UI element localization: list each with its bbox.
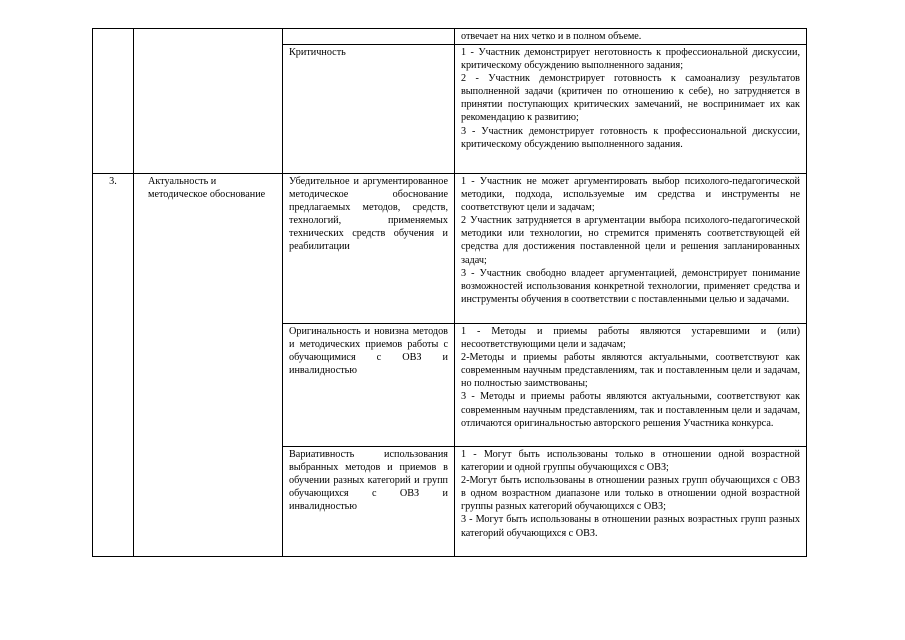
level-text: 3 - Участник демонстрирует готовность к профессиональной дискуссии, критическому обсуждению выполненного задания. bbox=[461, 125, 800, 150]
criterion-cell: Убедительное и аргументированное методическое обоснование предлагаемых методов, средств, технологий, применяемых технических средств обучения и реабилитации bbox=[283, 174, 455, 324]
criterion-cell: Вариативность использования выбранных методов и приемов в обучении разных категорий и групп обучающихся с ОВЗ и инвалидностью bbox=[283, 447, 455, 557]
levels-cell bbox=[455, 324, 807, 447]
levels-cell bbox=[455, 29, 807, 45]
level-text: 1 - Участник не может аргументировать выбор психолого-педагогической методики, подхода, используемые им средства и инструменты не соответствуют цели и задачам; bbox=[461, 176, 800, 214]
criteria-table bbox=[92, 28, 807, 557]
level-text: 1 - Методы и приемы работы являются устаревшими и (или) несоответствующими цели и задачам; bbox=[461, 326, 800, 351]
level-text: 2-Могут быть использованы в отношении разных групп обучающихся с ОВЗ в одном возрастном диапазоне или только в отношении одной возрастной группы разных категорий обучающихся с ОВЗ; bbox=[461, 475, 800, 513]
row-number-cell bbox=[93, 29, 134, 174]
category-cell: Актуальность и методическое обоснование bbox=[134, 174, 283, 557]
level-text: 3 - Могут быть использованы в отношении разных возрастных групп разных категорий обучающихся с ОВЗ. bbox=[461, 514, 800, 539]
level-text: 2 Участник затрудняется в аргументации выбора психолого-педагогической методики или технологии, но стремится применять соответствующей ей средства для достижения поставленной цели и решения запланированных задач; bbox=[461, 215, 800, 266]
levels-cell bbox=[455, 447, 807, 557]
criterion-cell: Критичность bbox=[283, 45, 455, 174]
level-text: 2-Методы и приемы работы являются актуальными, соответствуют как современным научным представлениям, так и поставленным цели и задачам, но полностью заимствованы; bbox=[461, 352, 800, 390]
level-text: 2 - Участник демонстрирует готовность к самоанализу результатов выполненной задачи (критичен по отношению к себе), но затрудняется в принятии поступающих критических замечаний, не воспринимает их как рекомендацию к развитию; bbox=[461, 73, 800, 124]
table-row bbox=[93, 29, 807, 45]
level-text: 3 - Участник свободно владеет аргументацией, демонстрирует понимание возможностей использования конкретной технологии, применяет средства и инструменты обучения в соответствии с поставленными целью и задачами. bbox=[461, 267, 800, 305]
criterion-cell: Оригинальность и новизна методов и методических приемов работы с обучающимися с ОВЗ и инвалидностью bbox=[283, 324, 455, 447]
level-text: отвечает на них четко и в полном объеме. bbox=[461, 31, 642, 42]
levels-cell bbox=[455, 174, 807, 324]
criterion-cell bbox=[283, 29, 455, 45]
row-number-cell: 3. bbox=[93, 174, 134, 557]
category-cell bbox=[134, 29, 283, 174]
level-text: 1 - Участник демонстрирует неготовность к профессиональной дискуссии, критическому обсуждению выполненного задания; bbox=[461, 47, 800, 72]
table-row bbox=[93, 174, 807, 324]
levels-cell bbox=[455, 45, 807, 174]
level-text: 3 - Методы и приемы работы являются актуальными, соответствуют как современным научным представлениям, так и поставленным цели и задачам, отличаются оригинальностью авторского решения Участника конкурса. bbox=[461, 391, 800, 429]
level-text: 1 - Могут быть использованы только в отношении одной возрастной категории и одной группы обучающихся с ОВЗ; bbox=[461, 449, 800, 474]
